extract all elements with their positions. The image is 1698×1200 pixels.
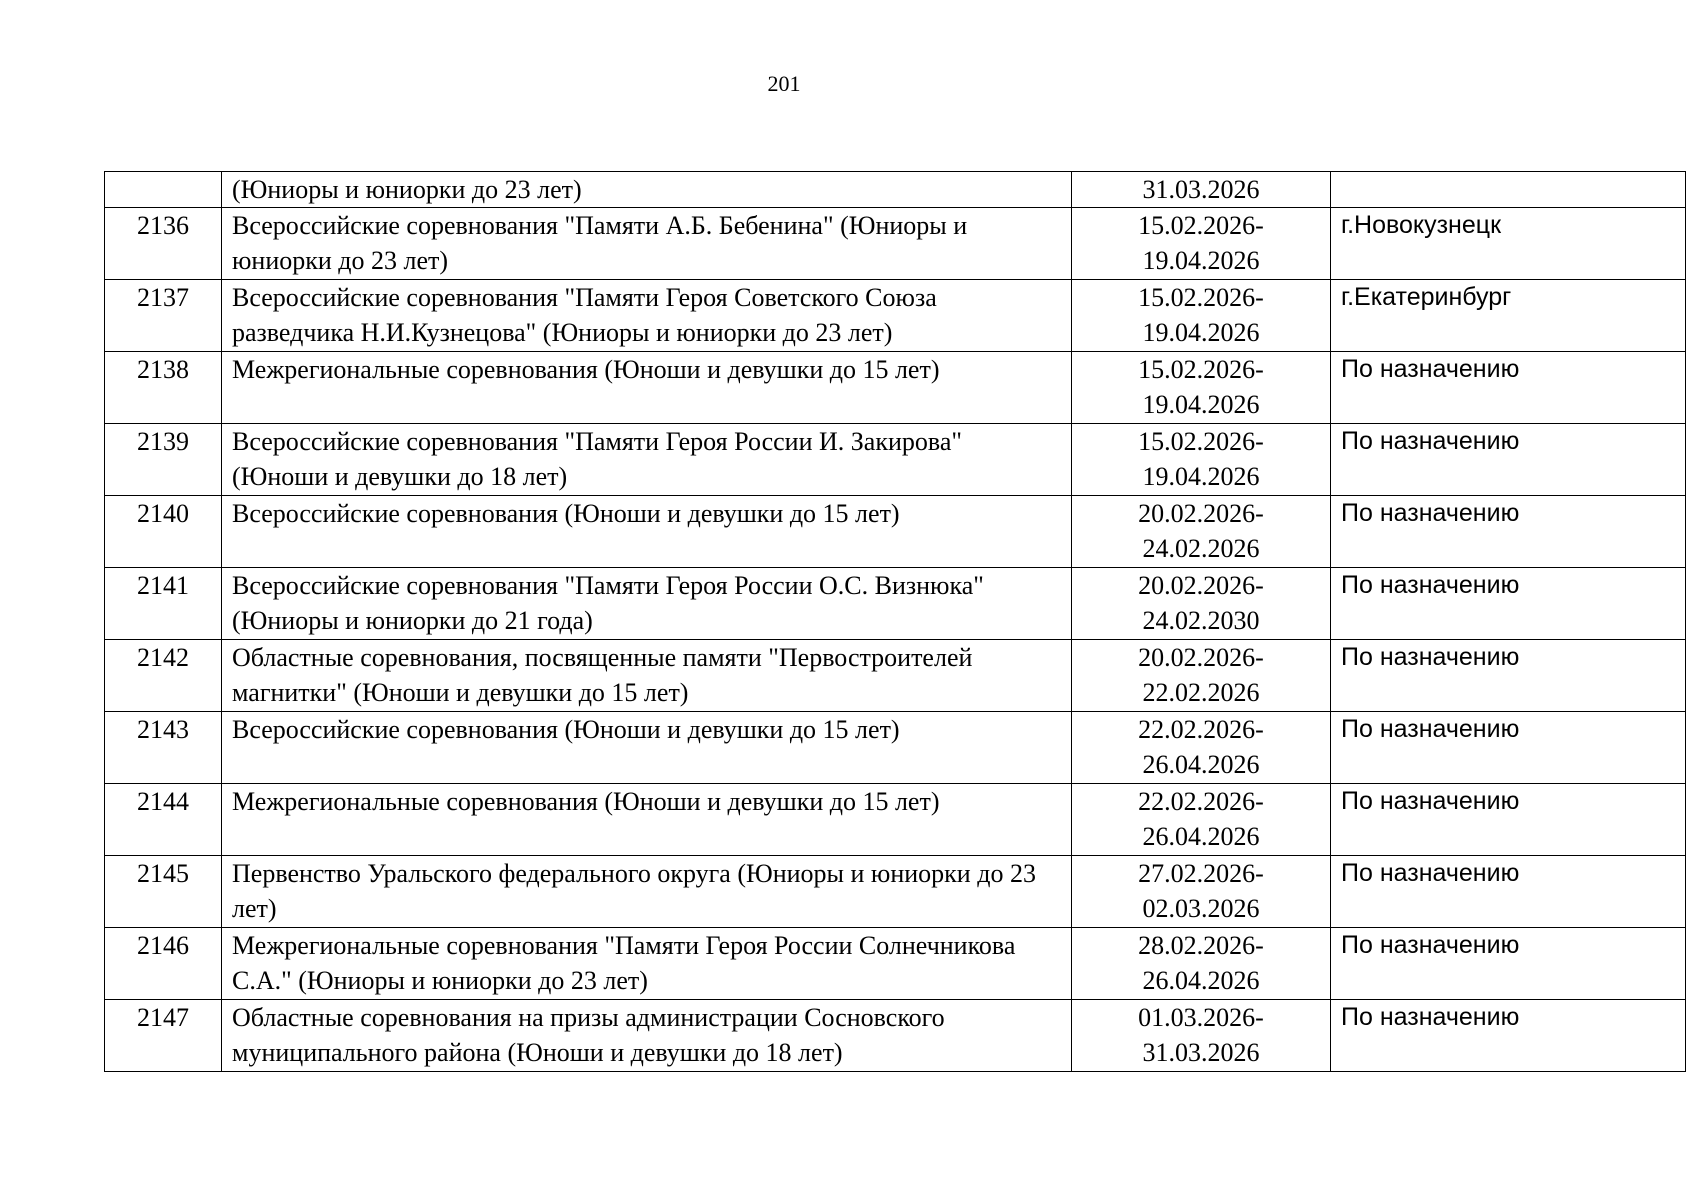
place-cell: По назначению [1331, 568, 1686, 640]
competition-name-cell: Всероссийские соревнования "Памяти Героя России И. Закирова" (Юноши и девушки до 18 лет) [222, 424, 1072, 496]
competition-name-cell: Всероссийские соревнования (Юноши и девушки до 15 лет) [222, 496, 1072, 568]
row-number-cell: 2139 [105, 424, 222, 496]
date-start: 20.02.2026- [1138, 499, 1264, 528]
competition-name-cell: Первенство Уральского федерального округа (Юниоры и юниорки до 23 лет) [222, 856, 1072, 928]
date-end: 24.02.2030 [1142, 606, 1260, 635]
competition-name-cell: (Юниоры и юниорки до 23 лет) [222, 172, 1072, 208]
place-cell: По назначению [1331, 712, 1686, 784]
place-cell: По назначению [1331, 1000, 1686, 1072]
dates-cell [1072, 352, 1331, 424]
date-end: 19.04.2026 [1142, 390, 1260, 419]
table-row [105, 784, 1686, 856]
competition-name-cell: Областные соревнования на призы администрации Сосновского муниципального района (Юноши и девушки до 18 лет) [222, 1000, 1072, 1072]
competition-name-cell: Всероссийские соревнования "Памяти Героя Советского Союза разведчика Н.И.Кузнецова" (Юниоры и юниорки до 23 лет) [222, 280, 1072, 352]
date-end: 19.04.2026 [1142, 246, 1260, 275]
place-cell: г.Новокузнецк [1331, 208, 1686, 280]
competition-name-cell: Всероссийские соревнования (Юноши и девушки до 15 лет) [222, 712, 1072, 784]
place-cell: По назначению [1331, 640, 1686, 712]
dates-cell [1072, 856, 1331, 928]
table-body [105, 172, 1686, 1072]
table-row [105, 1000, 1686, 1072]
competition-name-cell: Всероссийские соревнования "Памяти А.Б. Бебенина" (Юниоры и юниорки до 23 лет) [222, 208, 1072, 280]
row-number-cell: 2146 [105, 928, 222, 1000]
place-cell: По назначению [1331, 856, 1686, 928]
dates-cell [1072, 172, 1331, 208]
date-start: 22.02.2026- [1138, 715, 1264, 744]
date-end: 19.04.2026 [1142, 318, 1260, 347]
place-cell: По назначению [1331, 352, 1686, 424]
date-end: 26.04.2026 [1142, 822, 1260, 851]
competition-schedule-table [104, 171, 1686, 1072]
dates-cell [1072, 280, 1331, 352]
table-row [105, 496, 1686, 568]
table-row [105, 712, 1686, 784]
dates-cell [1072, 640, 1331, 712]
row-number-cell: 2141 [105, 568, 222, 640]
place-cell: По назначению [1331, 928, 1686, 1000]
place-cell: По назначению [1331, 784, 1686, 856]
row-number-cell: 2145 [105, 856, 222, 928]
row-number-cell: 2144 [105, 784, 222, 856]
date-start: 01.03.2026- [1138, 1003, 1264, 1032]
competition-name-cell: Межрегиональные соревнования "Памяти Героя России Солнечникова С.А." (Юниоры и юниорки до 23 лет) [222, 928, 1072, 1000]
continuation-row [105, 172, 1686, 208]
row-number-cell: 2136 [105, 208, 222, 280]
date-end: 24.02.2026 [1142, 534, 1260, 563]
date-end: 22.02.2026 [1142, 678, 1260, 707]
date-start: 20.02.2026- [1138, 643, 1264, 672]
table-row [105, 640, 1686, 712]
row-number-cell: 2143 [105, 712, 222, 784]
competition-name-cell: Межрегиональные соревнования (Юноши и девушки до 15 лет) [222, 352, 1072, 424]
date-end: 26.04.2026 [1142, 750, 1260, 779]
competition-name-cell: Всероссийские соревнования "Памяти Героя России О.С. Визнюка" (Юниоры и юниорки до 21 года) [222, 568, 1072, 640]
date-start: 28.02.2026- [1138, 931, 1264, 960]
date-end: 26.04.2026 [1142, 966, 1260, 995]
dates-cell [1072, 424, 1331, 496]
date-start: 15.02.2026- [1138, 211, 1264, 240]
row-number-cell: 2137 [105, 280, 222, 352]
dates-cell [1072, 928, 1331, 1000]
competition-name-cell: Межрегиональные соревнования (Юноши и девушки до 15 лет) [222, 784, 1072, 856]
table-row [105, 928, 1686, 1000]
date-end: 31.03.2026 [1142, 1038, 1260, 1067]
table-row [105, 352, 1686, 424]
dates-cell [1072, 1000, 1331, 1072]
date-start: 22.02.2026- [1138, 787, 1264, 816]
place-cell: г.Екатеринбург [1331, 280, 1686, 352]
competition-name-cell: Областные соревнования, посвященные памяти "Первостроителей магнитки" (Юноши и девушки до 15 лет) [222, 640, 1072, 712]
row-number-cell: 2140 [105, 496, 222, 568]
row-number-cell [105, 172, 222, 208]
place-cell: По назначению [1331, 496, 1686, 568]
table-row [105, 424, 1686, 496]
date-start: 15.02.2026- [1138, 355, 1264, 384]
date-end: 31.03.2026 [1142, 175, 1260, 204]
date-start: 27.02.2026- [1138, 859, 1264, 888]
date-end: 02.03.2026 [1142, 894, 1260, 923]
row-number-cell: 2138 [105, 352, 222, 424]
table-row [105, 280, 1686, 352]
page-number: 201 [767, 71, 801, 96]
table-row [105, 208, 1686, 280]
dates-cell [1072, 496, 1331, 568]
date-start: 20.02.2026- [1138, 571, 1264, 600]
row-number-cell: 2142 [105, 640, 222, 712]
date-end: 19.04.2026 [1142, 462, 1260, 491]
date-start: 15.02.2026- [1138, 427, 1264, 456]
row-number-cell: 2147 [105, 1000, 222, 1072]
dates-cell [1072, 208, 1331, 280]
place-cell: По назначению [1331, 424, 1686, 496]
date-start: 15.02.2026- [1138, 283, 1264, 312]
table-row [105, 856, 1686, 928]
table-row [105, 568, 1686, 640]
place-cell [1331, 172, 1686, 208]
dates-cell [1072, 568, 1331, 640]
dates-cell [1072, 784, 1331, 856]
dates-cell [1072, 712, 1331, 784]
